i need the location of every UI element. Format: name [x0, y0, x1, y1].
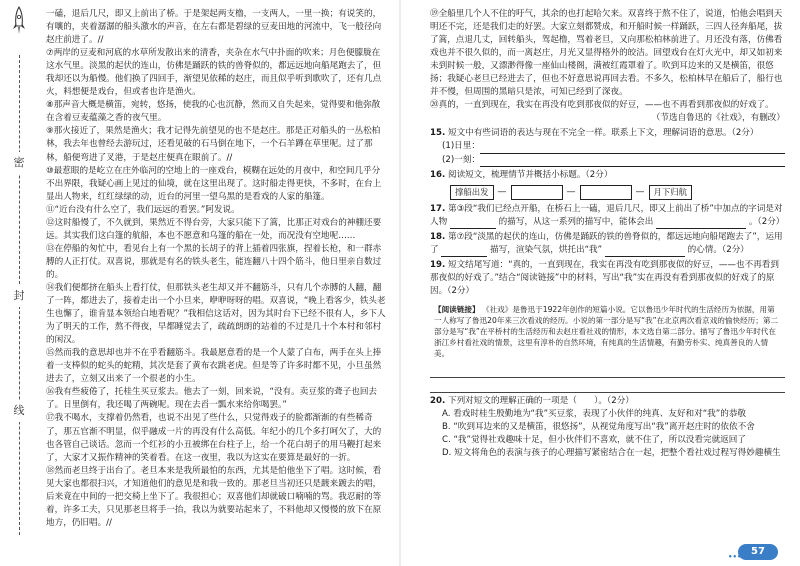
option-c[interactable]: C. “我”觉得社戏趣味十足，但小伙伴们不喜欢，就不住了，所以没看完就返回了	[442, 435, 746, 446]
answer-blank[interactable]	[480, 143, 785, 154]
dots-decoration-icon: •••	[728, 553, 742, 561]
option-a[interactable]: A. 看戏时桂生殷勤地为“我”买豆浆，表现了小伙伴的纯真、友好和对“我”的恭敬	[442, 408, 747, 419]
sub-question-label: (2)一刻：	[442, 154, 480, 165]
question-number: 19.	[430, 259, 446, 270]
rocket-icon	[12, 6, 26, 36]
flow-blank-box[interactable]	[580, 185, 632, 200]
passage-paragraph: ⑮然而我的意思却也并不在乎看翻筋斗。我最愿意看的是一个人蒙了白布，两手在头上捧着一支棒似的蛇头的蛇精，其次是套了黄布衣跳老虎。但是等了许多时都不见，小旦虽然进去了，立刻又出来了一个很老的小生。	[46, 348, 382, 385]
question-text: 第⑦段“淡黑的起伏的连山，仿佛是踊跃的铁的兽脊似的，都远远地向船尾跑去了”，运用了	[430, 231, 783, 255]
passage-paragraph: ⑲全船里几个人不住的吁气，其余的也打起哈欠来。双喜终于熬不住了，说道，怕他会唱到天明还不完，还是我们走的好罢。大家立刻都赞成，和开船时候一样踊跃，三四人径奔船尾，拔了篙，点退几丈，回转船头，驾起橹，骂着老旦，又向那松柏林前进了。月还没有落，仿佛看戏也并不很久似的，而一离赵庄，月光又显得格外的皎洁。回望戏台在灯火光中，却又如初来未到时候一般，又漂渺得像一座仙山楼阁，满被红霞罩着了。吹到耳边来的又是横笛，很悠扬；我疑心老旦已经进去了，但也不好意思说再回去看。不多久，松柏林早在船后了，船行也并不慢，但周围的黑暗只是浓，可知已经到了深夜。	[430, 9, 783, 98]
passage-paragraph: ⑰我不喝水，支撑着仍然看，也说不出见了些什么，只觉得戏子的脸都渐渐的有些稀奇了，那五官渐不明显，似乎融成一片的再没有什么高低。年纪小的几个多打呵欠了，大的也各管自己谈话。忽而一个红衫的小丑被绑在台柱子上，给一个花白胡子的用马鞭打起来了，大家才又振作精神的笑着看。在这一夜里，我以为这实在要算是最好的一折。	[46, 413, 382, 463]
passage-paragraph: ⑬在停船的匆忙中，看见台上有一个黑的长胡子的背上插着四张旗，捏着长枪，和一群赤膊的人正打仗。双喜说，那就是有名的铁头老生，能连翻八十四个筋斗，他日里亲自数过的。	[46, 243, 382, 280]
answer-blank[interactable]	[480, 156, 785, 167]
question-number: 17.	[430, 203, 446, 214]
binding-margin	[0, 0, 40, 566]
option-b[interactable]: B. “吹到耳边来的又是横笛，很悠扬”，从视觉角度写出“我”离开赵庄时的依依不舍	[442, 422, 755, 433]
question-text: 下列对短文的理解正确的一项是（ ）。（2分）	[447, 395, 634, 406]
answer-blank[interactable]	[605, 246, 685, 257]
reading-link-text: 《社戏》是鲁迅于1922年创作的短篇小说。它以鲁迅少年时代的生活经历为依据，用第一人称写了鲁迅20年来三次看戏的经历。小说的第一部分是写“我”在北京两次看京戏的愉快经历；第二部分是写“我”在平桥村的生活经历和去赵庄看社戏的情形，本文选自第二部分。描写了鲁迅少年时代在浙江乡村看社戏的情景，这里有淳朴的自然环境，有纯真的生活情趣，有勤劳朴实、纯真善良的人情美。	[434, 304, 779, 358]
passage-paragraph: ⑧那声音大概是横笛，宛转，悠扬，使我的心也沉静，然而又自失起来，觉得要和他弥散在含着豆麦蕴藻之香的夜气里。	[46, 100, 381, 124]
passage-paragraph: ⑳真的，一直到现在，我实在再没有吃到那夜似的好豆，——也不再看到那夜似的好戏了。	[430, 100, 774, 111]
passage-paragraph: ⑪“近台没有什么空了，我们远远的看罢。”阿发说。	[46, 204, 240, 215]
seal-char-2: 封	[8, 285, 30, 307]
answer-line[interactable]	[430, 365, 785, 378]
question-20	[430, 395, 785, 460]
passage-paragraph: ⑱然而老旦终于出台了。老旦本来是我所最怕的东西，尤其是怕他坐下了唱。这时候，看见大家也都很扫兴，才知道他们的意见是和我一致的。那老旦当初还只是踱来踱去的唱，后来竟在中间的一把交椅上坐下了。我很担心；双喜他们却就破口喃喃的骂。我忍耐的等着，许多工夫，只见那老旦将手一抬，我以为就要站起来了，不料他却又慢慢的放下在原地方，仍旧唱。//	[46, 465, 382, 528]
answer-blank[interactable]	[656, 218, 746, 229]
answer-blank[interactable]	[441, 246, 487, 257]
question-text: 的心情。（2分）	[687, 244, 749, 255]
page-number-badge	[728, 544, 778, 561]
answer-blank[interactable]	[450, 218, 496, 229]
question-19	[430, 259, 785, 393]
option-d[interactable]: D. 短文将角色的表演与孩子的心理描写紧密结合在一起，把整个看社戏过程写得妙趣横生	[442, 448, 781, 459]
right-page	[400, 0, 800, 566]
reading-link-tag: 【阅读链接】	[434, 304, 480, 314]
question-text: 阅读短文，梳理情节并概括小标题。（2分）	[447, 169, 613, 180]
arrow-right-icon: —	[497, 186, 507, 197]
right-column	[430, 8, 785, 460]
answer-line[interactable]	[430, 380, 785, 393]
question-text: 描写，渲染气氛，烘托出“我”	[490, 244, 603, 255]
passage-paragraph: ⑫这时船慢了，不久就到，果然近不得台旁，大家只能下了篙，比那正对戏台的神棚还要远。其实我们这白篷的航船，本也不愿意和乌篷的船在一处，而况没有空地呢……	[46, 217, 382, 241]
flow-start-box: 撑船出发	[450, 185, 494, 200]
arrow-right-icon: —	[635, 186, 645, 197]
reading-link-box	[430, 301, 785, 362]
plot-flowchart	[450, 185, 785, 200]
question-17	[430, 203, 785, 229]
question-18	[430, 231, 785, 257]
passage-source: （节选自鲁迅的《社戏》，有删改）	[651, 113, 785, 124]
question-text: 第③段“我们已经点开船，在桥石上一磕，退后几尺，即又上前出了桥”中加点的字词是对人物	[430, 203, 783, 227]
passage-paragraph: ⑯我有些疲倦了，托桂生买豆浆去。他去了一刻，回来说，“没有。卖豆浆的聋子也回去了。日里倒有，我还喝了两碗呢。现在去舀一瓢水来给你喝罢。”	[46, 387, 378, 411]
page-number: 57	[751, 546, 765, 557]
question-text: 。（2分）	[748, 216, 785, 227]
passage-paragraph: ⑩最惹眼的是屹立在庄外临河的空地上的一座戏台，模糊在远处的月夜中，和空间几乎分不出界限，我疑心画上见过的仙境，就在这里出现了。这时船走得更快，不多时，在台上显出人物来，红红绿绿的动，近台的河里一望乌黑的是看戏的人家的船篷。	[46, 165, 382, 202]
sub-question-label: (1)日里：	[442, 141, 480, 152]
passage-paragraph: ⑦两岸的豆麦和河底的水草所发散出来的清香，夹杂在水气中扑面的吹来；月色便朦胧在这水气里。淡黑的起伏的连山，仿佛是踊跃的铁的兽脊似的，都远远地向船尾跑去了，但我却还以为船慢。他们换了四回手，渐望见依稀的赵庄，而且似乎听到歌吹了，还有几点火，料想便是戏台，但或者也许是渔火。	[46, 48, 382, 98]
question-text: 短文结尾写道：“真的，一直到现在，我实在再没有吃到那夜似的好豆，——也不再看到那夜似的好戏了。”结合“阅读链接”中的材料，写出“我”实在再没有看到那夜似的好戏了的原因。（2分）	[430, 259, 779, 296]
question-16	[430, 169, 785, 200]
flow-end-box: 月下归航	[649, 185, 693, 200]
question-number: 20.	[430, 395, 446, 406]
arrow-right-icon: —	[566, 186, 576, 197]
left-passage	[46, 8, 386, 530]
question-15	[430, 127, 785, 166]
seal-char-3: 线	[8, 400, 30, 422]
question-text: 的描写，从这一系列的描写中，能体会出	[498, 216, 654, 227]
passage-paragraph: 一磕，退后几尺，即又上前出了桥。于是架起两支橹，一支两人，一里一换；有说笑的，有嚷的，夹着潺潺的船头激水的声音，在左右都是碧绿的豆麦田地的河流中，飞一般径向赵庄前进了。//	[46, 9, 382, 46]
question-number: 18.	[430, 231, 446, 242]
flow-blank-box[interactable]	[511, 185, 563, 200]
passage-paragraph: ⑨那火接近了，果然是渔火；我才记得先前望见的也不是赵庄。那是正对船头的一丛松柏林，我去年也曾经去游玩过，还看见破的石马倒在地下，一个石羊蹲在草里呢。过了那林，船便弯进了叉港，于是赵庄便真在眼前了。//	[46, 126, 381, 163]
seal-char-1: 密	[8, 152, 30, 174]
question-number: 15.	[430, 128, 446, 139]
question-text: 短文中有些词语的表达与现在不完全一样。联系上下文，理解词语的意思。（2分）	[447, 128, 759, 139]
passage-paragraph: ⑭我们便都挤在船头上看打仗，但那铁头老生却又并不翻筋斗，只有几个赤膊的人翻，翻了一阵，都进去了，接着走出一个小旦来，咿咿呀呀的唱。双喜说，“晚上看客少，铁头老生也懈了，谁肯显本领给白地看呢？”我相信这话对，因为其时台下已经不很有人，乡下人为了明天的工作，熬不得夜，早都睡觉去了，疏疏朗朗的站着的不过是几十个本村和邻村的闲汉。	[46, 282, 386, 346]
question-number: 16.	[430, 169, 446, 180]
